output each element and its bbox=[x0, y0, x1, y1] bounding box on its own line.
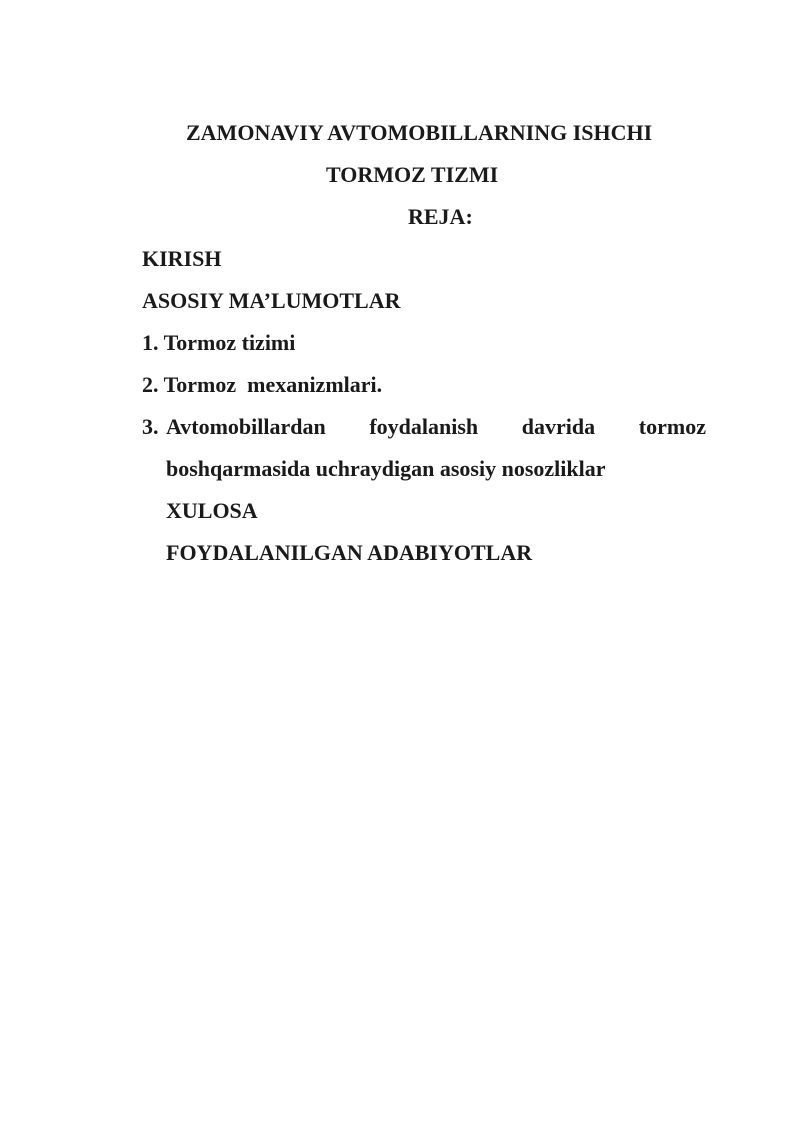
document-title-line-2: TORMOZ TIZMI bbox=[326, 162, 499, 187]
list-item-text: Tormoz tizimi bbox=[163, 330, 296, 355]
list-item-number: 3. bbox=[142, 414, 159, 439]
list-item-word: foydalanish bbox=[369, 414, 479, 439]
list-item-text-line-2: boshqarmasida uchraydigan asosiy nosozliklar bbox=[166, 456, 606, 481]
plan-heading: REJA: bbox=[408, 204, 473, 229]
list-item-word: davrida bbox=[521, 414, 596, 439]
list-item bbox=[142, 372, 382, 398]
list-item-number: 2. bbox=[142, 372, 159, 397]
list-item-word: Avtomobillardan bbox=[166, 414, 326, 439]
list-item-text: Tormoz mexanizmlari. bbox=[163, 372, 383, 397]
list-item-text-line-1 bbox=[166, 414, 706, 440]
document-title-line-1: ZAMONAVIY AVTOMOBILLARNING ISHCHI bbox=[186, 120, 653, 145]
section-intro: KIRISH bbox=[142, 246, 222, 271]
list-item-number: 1. bbox=[142, 330, 159, 355]
section-references: FOYDALANILGAN ADABIYOTLAR bbox=[166, 540, 533, 565]
list-item-word: tormoz bbox=[638, 414, 706, 439]
list-item bbox=[142, 330, 295, 356]
section-conclusion: XULOSA bbox=[166, 498, 258, 523]
section-main-info: ASOSIY MA’LUMOTLAR bbox=[142, 288, 401, 313]
